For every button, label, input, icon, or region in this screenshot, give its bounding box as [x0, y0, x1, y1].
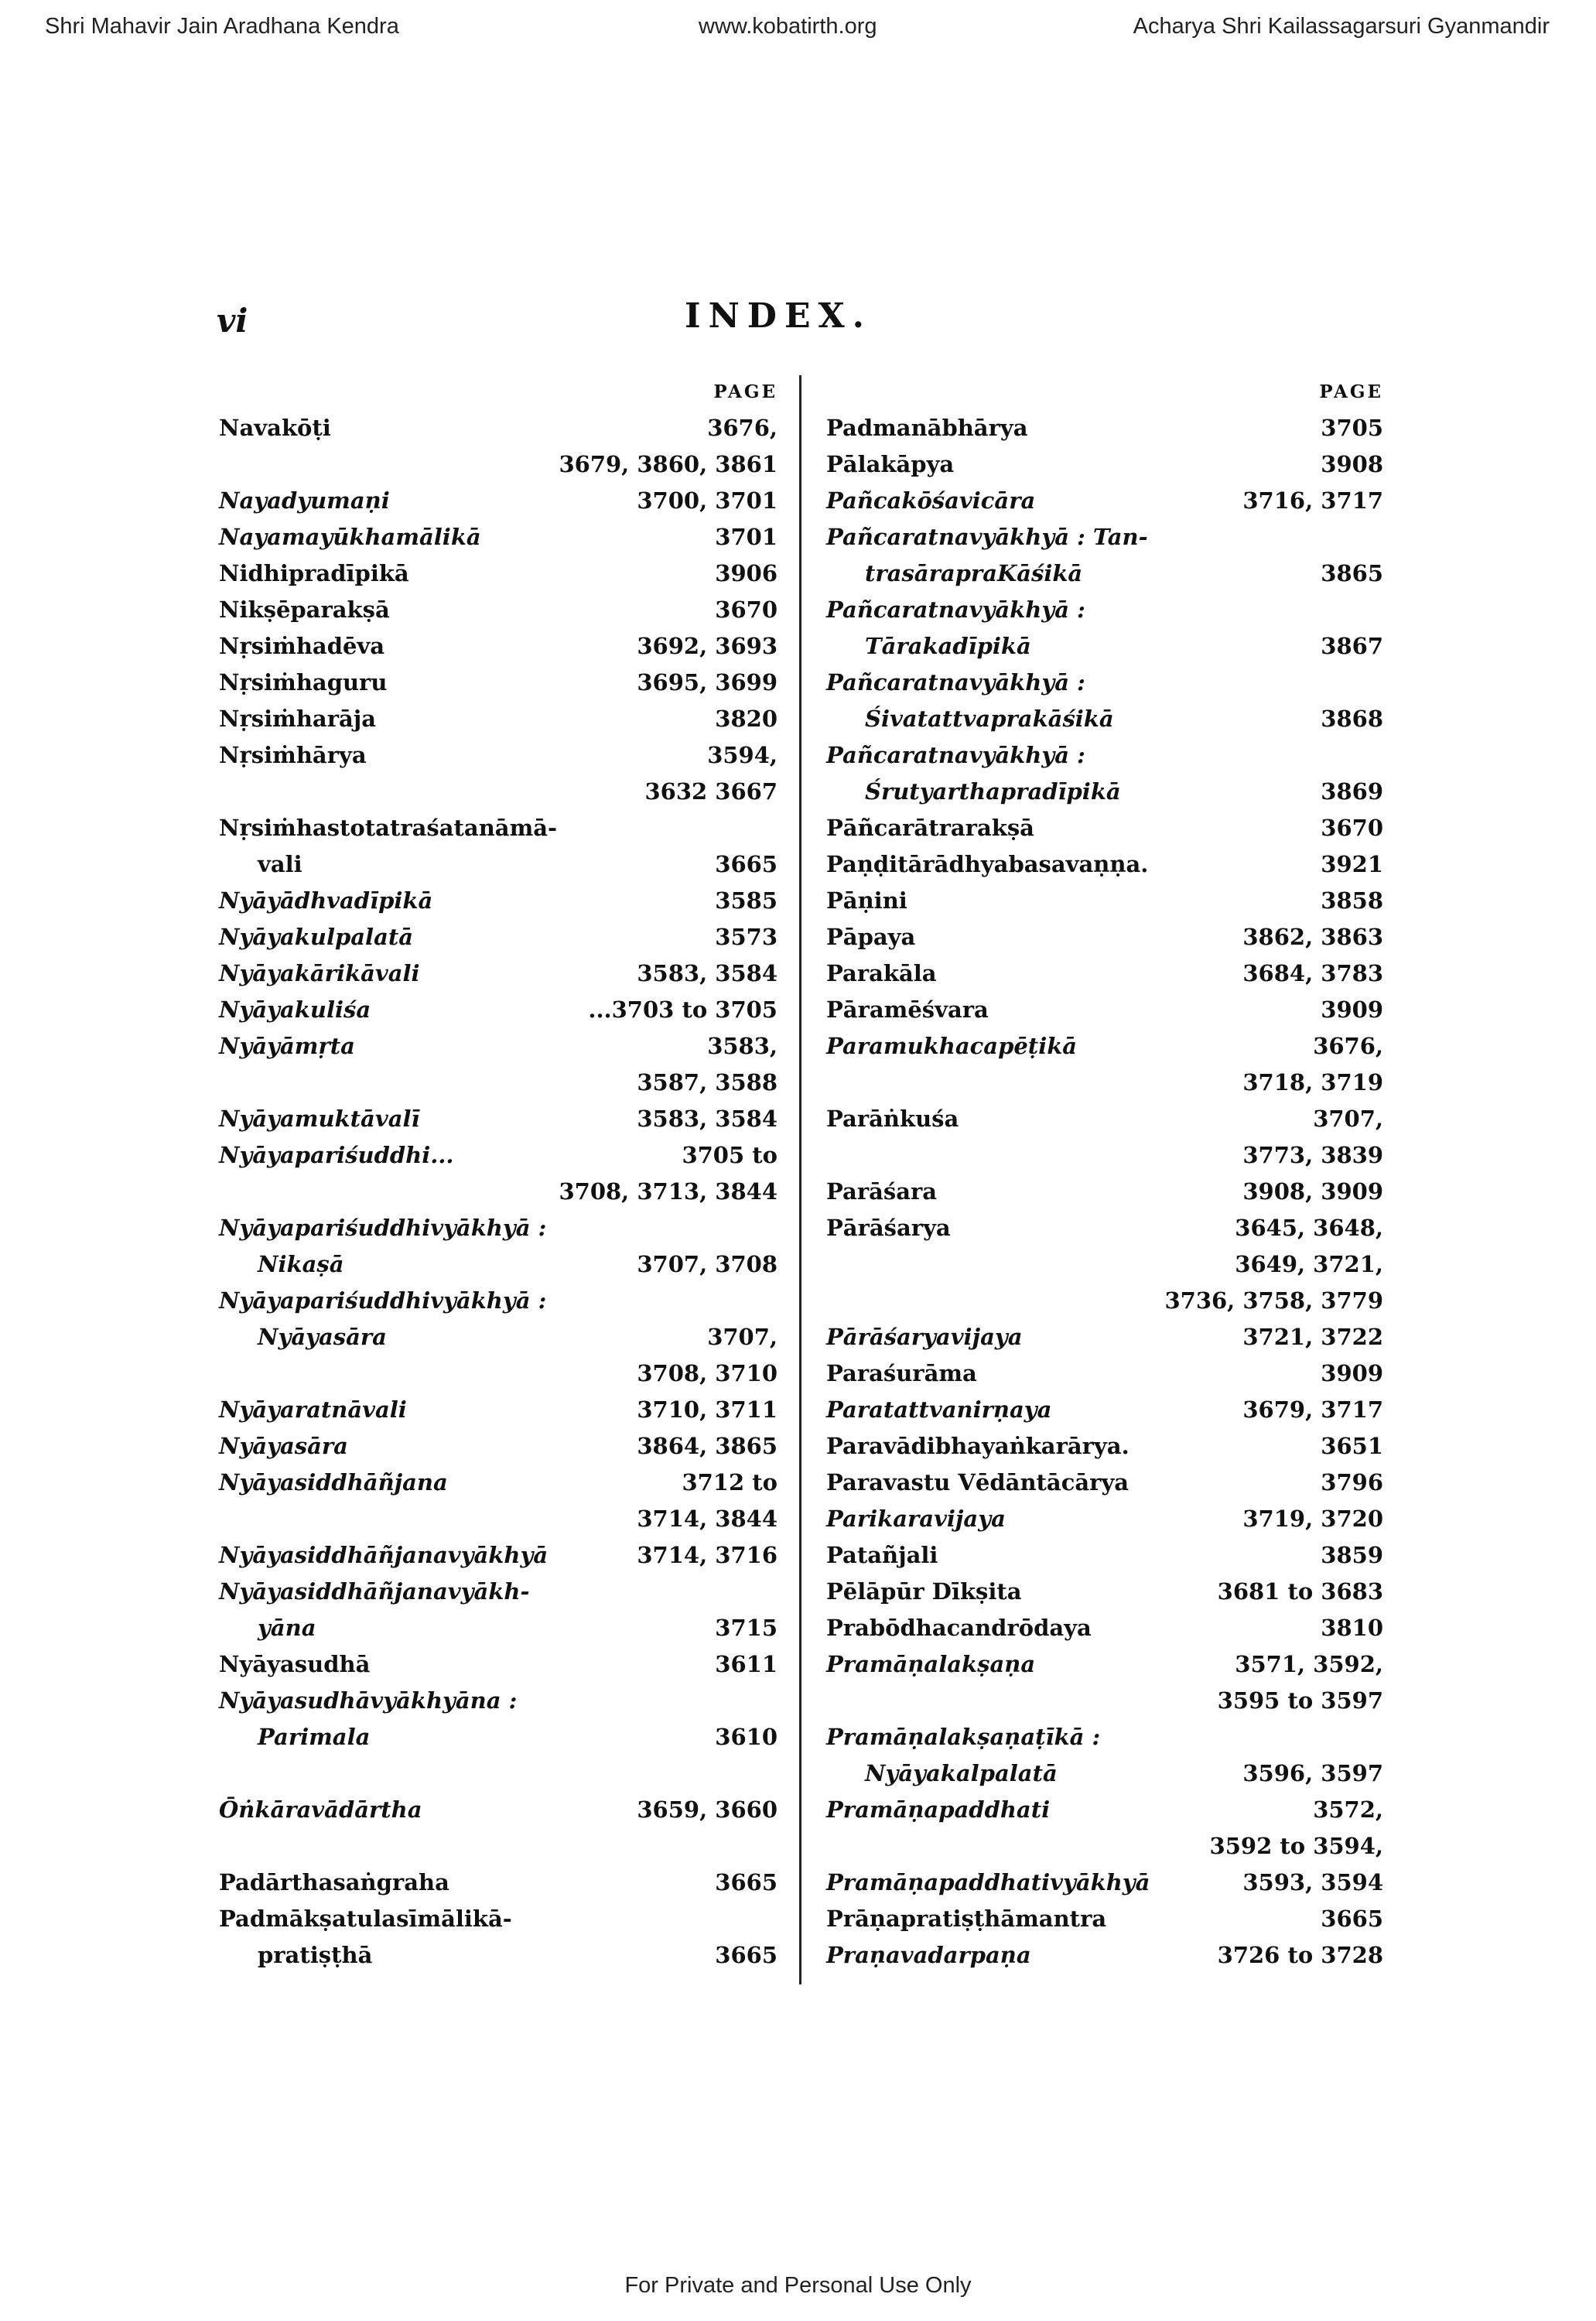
page-number: 3721, 3722 — [1242, 1324, 1383, 1350]
index-entry — [826, 1355, 1383, 1392]
index-entry — [219, 1101, 777, 1137]
index-term: Nṛsiṁhārya — [219, 742, 367, 768]
index-entry — [826, 846, 1383, 883]
index-term: Nayadyumaṇi — [219, 487, 390, 514]
index-column-right — [826, 379, 1383, 1974]
index-entry — [219, 955, 777, 992]
index-entry — [219, 1719, 777, 1755]
page-number: 3859 — [1321, 1542, 1383, 1568]
page-number: 3645, 3648, — [1235, 1215, 1383, 1241]
index-term: Nyāyasiddhāñjanavyākhyā — [219, 1542, 549, 1568]
index-entry — [219, 992, 777, 1028]
page-number: 3705 — [1321, 415, 1383, 441]
index-entry — [219, 883, 777, 919]
page-number: 3679, 3717 — [1242, 1396, 1383, 1423]
page-number: 3820 — [715, 706, 777, 732]
page-number: 3908 — [1321, 451, 1383, 477]
index-term: Nṛsiṁhaguru — [219, 669, 388, 696]
page-number: 3796 — [1321, 1469, 1383, 1495]
index-term: Nyāyapariśuddhivyākhyā : — [219, 1215, 547, 1241]
index-term: yāna — [258, 1615, 316, 1641]
page-continuation: 3679, 3860, 3861 — [559, 451, 777, 477]
index-term: Parāṅkuśa — [826, 1106, 959, 1132]
index-term: Nyāyasāra — [219, 1433, 348, 1459]
index-term: Pāṇini — [826, 887, 907, 914]
index-term: Praṇavadarpaṇa — [826, 1942, 1031, 1968]
index-entry — [826, 1574, 1383, 1610]
index-column-left — [219, 379, 777, 1974]
page-number: 3714, 3716 — [637, 1542, 777, 1568]
page-number: 3700, 3701 — [637, 487, 777, 514]
index-term: Pramāṇalakṣaṇa — [826, 1651, 1036, 1677]
index-term: Paravādibhayaṅkarārya. — [826, 1433, 1130, 1459]
page-number: 3610 — [715, 1724, 777, 1750]
page-number: 3921 — [1321, 851, 1383, 877]
index-entry — [826, 883, 1383, 919]
index-term: Pañcaratnavyākhyā : — [826, 596, 1085, 623]
index-term: Nikaṣā — [258, 1251, 344, 1277]
page-continuation: 3632 3667 — [644, 778, 777, 805]
page-number: 3707, 3708 — [637, 1251, 777, 1277]
page-number: 3810 — [1321, 1615, 1383, 1641]
index-term: Nyāyaratnāvali — [219, 1396, 407, 1423]
page-number: 3712 to — [682, 1469, 777, 1495]
index-term: Parāśara — [826, 1178, 938, 1205]
index-term: Paramukhacapēṭikā — [826, 1033, 1078, 1059]
page-number: 3665 — [1321, 1906, 1383, 1932]
index-term: Pañcaratnavyākhyā : Tan- — [826, 524, 1148, 550]
page-number: 3681 to 3683 — [1217, 1578, 1383, 1605]
page-continuation: 3708, 3713, 3844 — [559, 1178, 777, 1205]
index-term: Nṛsiṁhastotatraśatanāmā- — [219, 815, 558, 841]
index-term: Parikaravijaya — [826, 1506, 1006, 1532]
page-number: 3593, 3594 — [1242, 1869, 1383, 1895]
left-entry-list — [219, 410, 777, 1974]
index-entry — [826, 1792, 1383, 1828]
index-entry — [826, 1319, 1383, 1355]
index-entry — [826, 701, 1383, 737]
index-term: Paravastu Vēdāntācārya — [826, 1469, 1130, 1495]
index-entry — [826, 774, 1383, 810]
page-number: 3726 to 3728 — [1217, 1942, 1383, 1968]
page-number: 3573 — [715, 924, 777, 950]
page-continuation: 3649, 3721, — [1235, 1251, 1383, 1277]
index-heading-line — [219, 1683, 777, 1719]
index-term: Nyāyasudhāvyākhyāna : — [219, 1687, 518, 1714]
index-entry — [219, 846, 777, 883]
index-heading-line — [219, 1210, 777, 1246]
index-term: Pramāṇapaddhativyākhyā — [826, 1869, 1150, 1895]
index-term: Śivatattvaprakāśikā — [865, 706, 1114, 732]
index-entry — [219, 592, 777, 628]
index-entry — [219, 1646, 777, 1683]
index-entry — [219, 919, 777, 955]
page-folio: vi — [217, 302, 248, 340]
index-heading-line — [826, 519, 1383, 555]
page-number: 3572, — [1313, 1796, 1383, 1823]
index-entry — [826, 1937, 1383, 1974]
index-entry — [826, 1501, 1383, 1537]
index-entry — [219, 1392, 777, 1428]
page-number: 3869 — [1321, 778, 1383, 805]
page-number: 3862, 3863 — [1242, 924, 1383, 950]
header-left-text: Shri Mahavir Jain Aradhana Kendra — [45, 14, 399, 39]
index-entry — [219, 1465, 777, 1501]
page-continuation: 3592 to 3594, — [1209, 1833, 1383, 1859]
page-column-heading: PAGE — [1319, 381, 1383, 402]
index-term: Pañcaratnavyākhyā : — [826, 742, 1085, 768]
index-entry — [219, 665, 777, 701]
index-term: trasārapraKāśikā — [865, 560, 1083, 586]
index-term: Nṛsiṁhadēva — [219, 633, 385, 659]
index-heading-line — [219, 1901, 777, 1937]
index-term: Padmanābhārya — [826, 415, 1028, 441]
index-entry — [826, 1901, 1383, 1937]
index-entry — [826, 1174, 1383, 1210]
index-entry — [219, 1610, 777, 1646]
index-entry — [826, 1865, 1383, 1901]
index-entry — [219, 519, 777, 555]
page-number: 3583, — [707, 1033, 777, 1059]
page-number: 3707, — [707, 1324, 777, 1350]
index-heading-line — [826, 665, 1383, 701]
page-number: 3865 — [1321, 560, 1383, 586]
index-entry — [219, 1792, 777, 1828]
page-number: 3707, — [1313, 1106, 1383, 1132]
index-entry — [219, 628, 777, 665]
page-number: 3571, 3592, — [1235, 1651, 1383, 1677]
page-number: 3695, 3699 — [637, 669, 777, 696]
index-entry — [826, 1465, 1383, 1501]
index-heading-line — [826, 1719, 1383, 1755]
index-entry — [826, 1028, 1383, 1065]
spacer — [219, 1828, 777, 1865]
index-entry — [219, 1319, 777, 1355]
page-number: 3676, — [707, 415, 777, 441]
index-entry — [219, 555, 777, 592]
index-entry — [219, 410, 777, 446]
page-number: 3868 — [1321, 706, 1383, 732]
index-term: Padārthasaṅgraha — [219, 1869, 449, 1895]
index-term: Nyāyamuktāvalī — [219, 1106, 420, 1132]
index-entry — [826, 410, 1383, 446]
page-number: 3909 — [1321, 1360, 1383, 1386]
page-column-heading: PAGE — [713, 381, 777, 402]
index-term: Nṛsiṁharāja — [219, 706, 377, 732]
index-term: Nyāyādhvadīpikā — [219, 887, 433, 914]
index-entry — [826, 1210, 1383, 1246]
index-entry — [219, 701, 777, 737]
index-term: Nyāyasiddhāñjana — [219, 1469, 448, 1495]
page-number: 3611 — [715, 1651, 777, 1677]
page-continuation: 3773, 3839 — [1242, 1142, 1383, 1168]
index-term: Nidhipradīpikā — [219, 560, 409, 586]
page-continuation: 3708, 3710 — [637, 1360, 777, 1386]
index-term: Śrutyarthapradīpikā — [865, 778, 1121, 805]
index-term: Parakāla — [826, 960, 937, 986]
index-entry — [826, 1646, 1383, 1683]
index-term: Patañjali — [826, 1542, 938, 1568]
index-term: Nyāyasudhā — [219, 1651, 371, 1677]
page-number: 3585 — [715, 887, 777, 914]
index-term: Pāramēśvara — [826, 996, 989, 1023]
page-number: 3864, 3865 — [637, 1433, 777, 1459]
page-continuation: 3587, 3588 — [637, 1069, 777, 1096]
index-term: Parimala — [258, 1724, 371, 1750]
index-term: Paṇḍitārādhyabasavaṇṇa. — [826, 851, 1149, 877]
index-entry — [826, 992, 1383, 1028]
index-entry — [826, 1428, 1383, 1465]
index-term: Nyāyasiddhāñjanavyākh- — [219, 1578, 530, 1605]
page-number: 3670 — [715, 596, 777, 623]
page-number: 3596, 3597 — [1242, 1760, 1383, 1786]
index-entry — [219, 737, 777, 774]
header-center-url[interactable]: www.kobatirth.org — [699, 14, 877, 39]
page-number: 3906 — [715, 560, 777, 586]
index-term: Pañcakōśavicāra — [826, 487, 1036, 514]
page-number: 3651 — [1321, 1433, 1383, 1459]
index-term: Nyāyasāra — [258, 1324, 387, 1350]
page-number: 3715 — [715, 1615, 777, 1641]
index-entry — [219, 1937, 777, 1974]
index-term: Prabōdhacandrōdaya — [826, 1615, 1092, 1641]
index-entry — [826, 955, 1383, 992]
index-term: Pārāśarya — [826, 1215, 951, 1241]
index-entry — [826, 1537, 1383, 1574]
page-number: 3659, 3660 — [637, 1796, 777, 1823]
page-number: 3684, 3783 — [1242, 960, 1383, 986]
index-term: vali — [258, 851, 302, 877]
index-term: Ōṅkāravādārtha — [219, 1796, 422, 1823]
page-number: 3583, 3584 — [637, 1106, 777, 1132]
index-heading-line — [219, 810, 777, 846]
index-entry — [219, 1428, 777, 1465]
index-term: Pāñcarātrarakṣā — [826, 815, 1034, 841]
index-term: Nyāyakalpalatā — [865, 1760, 1058, 1786]
index-entry — [826, 810, 1383, 846]
index-term: Nyāyapariśuddhivyākhyā : — [219, 1287, 547, 1314]
index-entry — [826, 483, 1383, 519]
index-term: Prāṇapratiṣṭhāmantra — [826, 1906, 1107, 1932]
index-heading-line — [826, 592, 1383, 628]
index-heading-line — [219, 1574, 777, 1610]
page-number: 3676, — [1313, 1033, 1383, 1059]
column-divider — [799, 375, 801, 1984]
index-term: Nikṣēparakṣā — [219, 596, 390, 623]
index-entry — [219, 1137, 777, 1174]
page-number: 3867 — [1321, 633, 1383, 659]
header-right-text: Acharya Shri Kailassagarsuri Gyanmandir — [1133, 14, 1550, 39]
index-entry — [219, 1246, 777, 1283]
index-term: Padmākṣatulasīmālikā- — [219, 1906, 512, 1932]
footer-text: For Private and Personal Use Only — [624, 2273, 972, 2298]
page-number: 3665 — [715, 1942, 777, 1968]
right-entry-list — [826, 410, 1383, 1974]
index-term: Pramāṇapaddhati — [826, 1796, 1051, 1823]
index-entry — [826, 1755, 1383, 1792]
index-term: Nyāyāmṛta — [219, 1033, 355, 1059]
index-entry — [826, 919, 1383, 955]
index-entry — [219, 1537, 777, 1574]
index-term: pratiṣṭhā — [258, 1942, 373, 1968]
page-continuation: 3595 to 3597 — [1217, 1687, 1383, 1714]
index-term: Pañcaratnavyākhyā : — [826, 669, 1085, 696]
index-heading-line — [219, 1283, 777, 1319]
index-entry — [219, 1028, 777, 1065]
page-continuation: 3714, 3844 — [637, 1506, 777, 1532]
index-entry — [826, 1610, 1383, 1646]
index-term: Nyāyakuliśa — [219, 996, 371, 1023]
page-number: 3705 to — [682, 1142, 777, 1168]
index-term: Tārakadīpikā — [865, 633, 1031, 659]
page-number: 3719, 3720 — [1242, 1506, 1383, 1532]
page-number: 3665 — [715, 851, 777, 877]
index-entry — [219, 1865, 777, 1901]
page-number: 3858 — [1321, 887, 1383, 914]
page-number: 3583, 3584 — [637, 960, 777, 986]
index-entry — [826, 446, 1383, 483]
index-term: Pēlāpūr Dīkṣita — [826, 1578, 1022, 1605]
index-entry — [826, 555, 1383, 592]
index-term: Pāpaya — [826, 924, 916, 950]
page-number: 3701 — [715, 524, 777, 550]
index-term: Nayamayūkhamālikā — [219, 524, 481, 550]
index-heading-line — [826, 737, 1383, 774]
page-number: 3909 — [1321, 996, 1383, 1023]
index-term: Pālakāpya — [826, 451, 955, 477]
index-term: Paraśurāma — [826, 1360, 977, 1386]
index-term: Pramāṇalakṣaṇaṭīkā : — [826, 1724, 1101, 1750]
page-number: 3692, 3693 — [637, 633, 777, 659]
index-term: Navakōṭi — [219, 415, 331, 441]
page-number: 3670 — [1321, 815, 1383, 841]
index-entry — [826, 1101, 1383, 1137]
page-title: INDEX. — [685, 296, 872, 336]
index-entry — [219, 483, 777, 519]
page-number: ...3703 to 3705 — [588, 996, 777, 1023]
page-number: 3594, — [707, 742, 777, 768]
page-number: 3665 — [715, 1869, 777, 1895]
page-number: 3716, 3717 — [1242, 487, 1383, 514]
spacer — [219, 1755, 777, 1792]
page-number: 3710, 3711 — [637, 1396, 777, 1423]
page-number: 3908, 3909 — [1242, 1178, 1383, 1205]
index-term: Nyāyakārikāvali — [219, 960, 420, 986]
index-term: Nyāyakulpalatā — [219, 924, 414, 950]
index-entry — [826, 1392, 1383, 1428]
page-continuation: 3736, 3758, 3779 — [1164, 1287, 1383, 1314]
index-entry — [826, 628, 1383, 665]
index-term: Nyāyapariśuddhi... — [219, 1142, 454, 1168]
index-term: Paratattvanirṇaya — [826, 1396, 1052, 1423]
index-term: Pārāśaryavijaya — [826, 1324, 1023, 1350]
page-continuation: 3718, 3719 — [1242, 1069, 1383, 1096]
